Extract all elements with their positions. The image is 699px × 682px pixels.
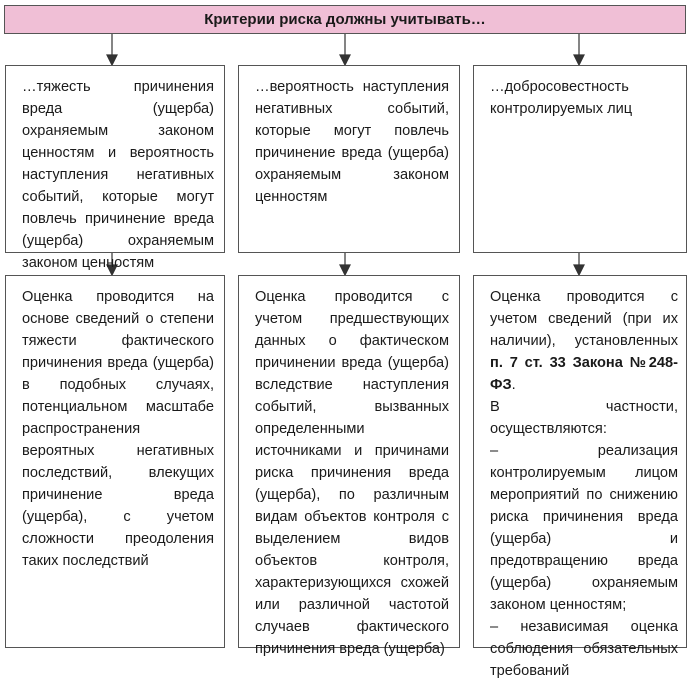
arrowhead: [340, 265, 350, 275]
assessment-box-3: [473, 275, 687, 679]
arrowhead: [574, 265, 584, 275]
assessment-3-intro-text: Оценка проводится с учетом сведений (при их наличии), установленных: [490, 289, 678, 349]
assessment-box-2: [238, 275, 460, 657]
arrowhead: [574, 55, 584, 65]
assessment-text-1: Оценка проводится на основе сведений о степени тяжести фактического причинения вреда (ущерба) в подобных случаях, потенциальном масштабе распространения вероятных негативных последствий, влекущих причинение вреда (ущерба), с учетом сложности преодоления таких последствий: [22, 289, 214, 569]
diagram-title: [4, 5, 686, 34]
assessment-text-2: Оценка проводится с учетом предшествующих данных о фактическом причинении вреда (ущерба) вследствие наступления событий, вызванных определенными источниками и причинами риска причинения вреда (ущерба), по различным видам объектов контроля с выделением видов объектов контроля, характеризующихся схожей или различной частотой случаев фактического причинения вреда (ущерба): [255, 289, 449, 657]
assessment-3-item-1: – реализация контролируемым лицом мероприятий по снижению риска причинения вреда (ущерба) и предотвращению вреда (ущерба) охраняемым законом ценностям;: [490, 443, 678, 613]
criterion-box-2: [238, 65, 460, 253]
assessment-box-1: [5, 275, 225, 648]
diagram-title-text: Критерии риска должны учитывать…: [204, 11, 486, 28]
criterion-text-1: …тяжесть причинения вреда (ущерба) охраняемым законом ценностям и вероятность наступления негативных событий, которые могут повлечь причинение вреда (ущерба) охраняемым законом ценностям: [22, 79, 214, 271]
assessment-3-intro: [490, 286, 678, 396]
assessment-3-intro-end: .: [511, 377, 516, 393]
arrowhead: [107, 55, 117, 65]
criterion-text-3: …добросовестность контролируемых лиц: [490, 79, 633, 117]
law-reference: п. 7 ст. 33 Закона №248-ФЗ: [490, 355, 678, 393]
assessment-text-3: [490, 286, 678, 682]
criterion-text-2: …вероятность наступления негативных событий, которые могут повлечь причинение вреда (ущерба) охраняемым законом ценностям: [255, 79, 449, 205]
criterion-box-3: [473, 65, 687, 253]
assessment-3-detail-intro: В частности, осуществляются:: [490, 399, 678, 437]
criterion-box-1: [5, 65, 225, 271]
assessment-3-item-2: – независимая оценка соблюдения обязательных требований: [490, 619, 678, 679]
arrowhead: [340, 55, 350, 65]
